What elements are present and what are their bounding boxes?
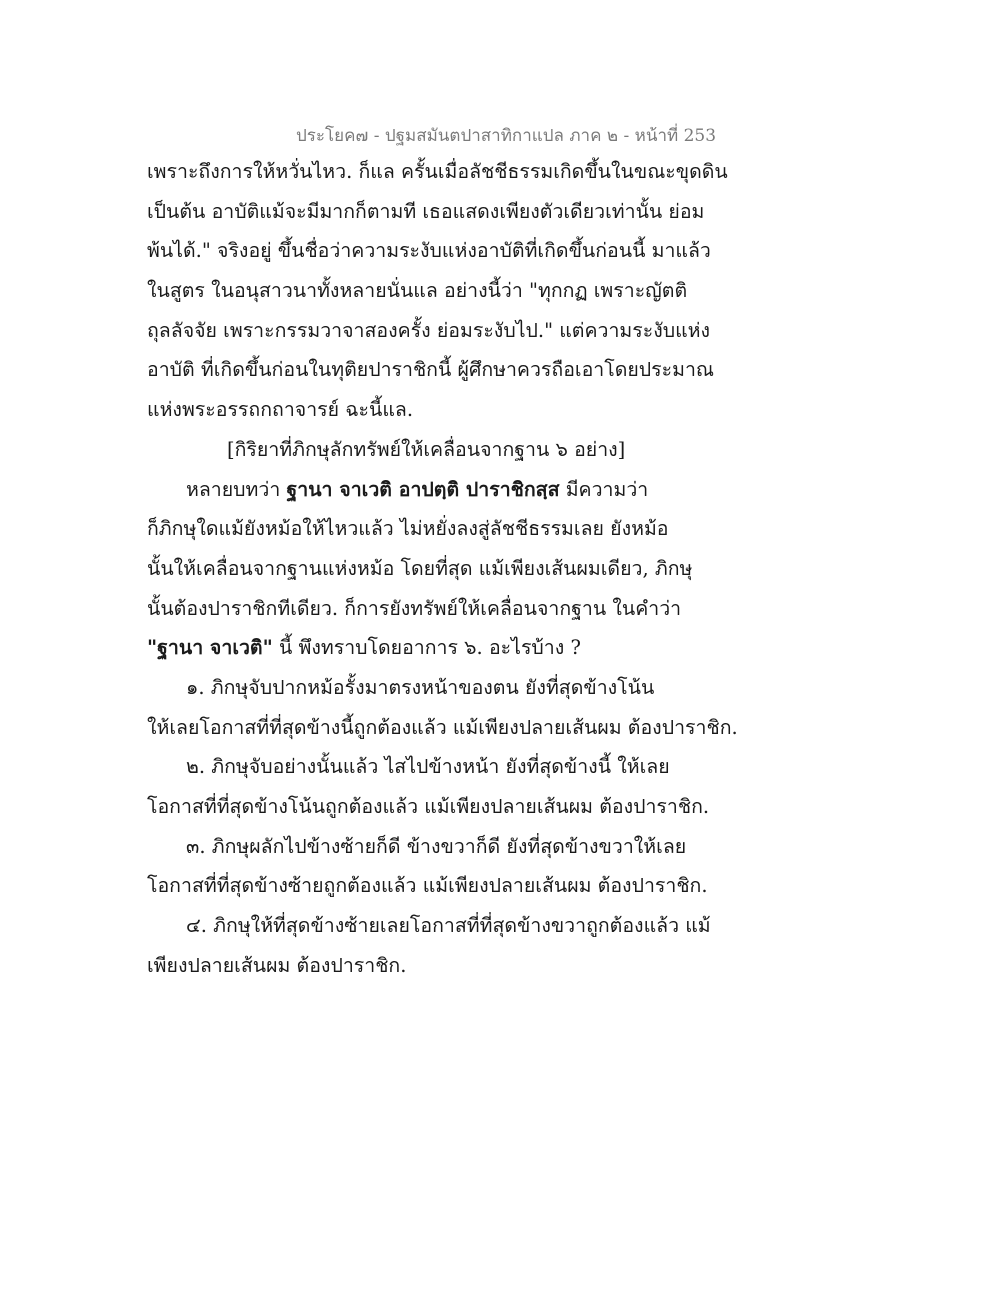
text-line: นั้นให้เคลื่อนจากฐานแห่งหม้อ โดยที่สุด แม้เพียงเส้นผมเดียว, ภิกษุ	[147, 556, 693, 580]
pali-term: "ฐานา จาเวติ"	[147, 636, 273, 660]
list-item-first-line: ๑. ภิกษุจับปากหม้อรั้งมาตรงหน้าของตน ยังที่สุดข้างโน้น	[186, 675, 655, 699]
list-item-continuation: โอกาสที่ที่สุดข้างซ้ายถูกต้องแล้ว แม้เพียงปลายเส้นผม ต้องปาราชิก.	[147, 874, 708, 898]
text-line: เป็นต้น อาบัติแม้จะมีมากก็ตามที เธอแสดงเพียงตัวเดียวเท่านั้น ย่อม	[147, 199, 705, 223]
list-item-continuation: เพียงปลายเส้นผม ต้องปาราชิก.	[147, 953, 407, 977]
text-line: เพราะถึงการให้หวั่นไหว. ก็แล ครั้นเมื่อลัชชีธรรมเกิดขึ้นในขณะขุดดิน	[147, 160, 728, 183]
pali-term: ฐานา จาเวติ อาปตฺติ ปาราชิกสฺส	[286, 477, 560, 501]
tail-text: นี้ พึงทราบโดยอาการ ๖. อะไรบ้าง ?	[272, 636, 581, 660]
lead-text: หลายบทว่า	[186, 477, 287, 501]
running-header: ประโยค๗ - ปฐมสมันตปาสาทิกาแปล ภาค ๒ - หน้าที่ 253	[296, 126, 717, 146]
list-item-first-line: ๒. ภิกษุจับอย่างนั้นแล้ว ไสไปข้างหน้า ยังที่สุดข้างนี้ ให้เลย	[186, 755, 670, 779]
list-item-continuation: โอกาสที่ที่สุดข้างโน้นถูกต้องแล้ว แม้เพียงปลายเส้นผม ต้องปาราชิก.	[147, 795, 710, 818]
paragraph-first-line	[147, 470, 712, 510]
text-line: ก็ภิกษุใดแม้ยังหม้อให้ไหวแล้ว ไม่หยั่งลงสู่ลัชชีธรรมเลย ยังหม้อ	[147, 517, 669, 541]
text-line: พ้นได้." จริงอยู่ ขึ้นชื่อว่าความระงับแห่งอาบัติที่เกิดขึ้นก่อนนี้ มาแล้ว	[147, 239, 711, 263]
tail-text: มีความว่า	[559, 477, 649, 501]
list-item-continuation: ให้เลยโอกาสที่ที่สุดข้างนี้ถูกต้องแล้ว แม้เพียงปลายเส้นผม ต้องปาราชิก.	[147, 715, 738, 739]
paragraph-last-line	[147, 628, 712, 668]
list-item-first-line: ๔. ภิกษุให้ที่สุดข้างซ้ายเลยโอกาสที่ที่สุดข้างขวาถูกต้องแล้ว แม้	[186, 914, 711, 938]
section-heading: [กิริยาที่ภิกษุลักทรัพย์ให้เคลื่อนจากฐาน ๖ อย่าง]	[227, 437, 626, 461]
list-item-first-line: ๓. ภิกษุผลักไปข้างซ้ายก็ดี ข้างขวาก็ดี ยังที่สุดข้างขวาให้เลย	[186, 834, 687, 858]
text-line: ในสูตร ในอนุสาวนาทั้งหลายนั่นแล อย่างนี้ว่า "ทุกกฏ เพราะญัตติ	[147, 279, 688, 303]
text-line: นั้นต้องปาราชิกทีเดียว. ก็การยังทรัพย์ให้เคลื่อนจากฐาน ในคำว่า	[147, 596, 682, 620]
body-text	[147, 152, 738, 985]
text-line: ถุลลัจจัย เพราะกรรมวาจาสองครั้ง ย่อมระงับไป." แต่ความระงับแห่ง	[147, 318, 711, 342]
text-line: แห่งพระอรรถกถาจารย์ ฉะนี้แล.	[147, 398, 414, 422]
text-line: อาบัติ ที่เกิดขึ้นก่อนในทุติยปาราชิกนี้ ผู้ศึกษาควรถือเอาโดยประมาณ	[147, 358, 715, 382]
